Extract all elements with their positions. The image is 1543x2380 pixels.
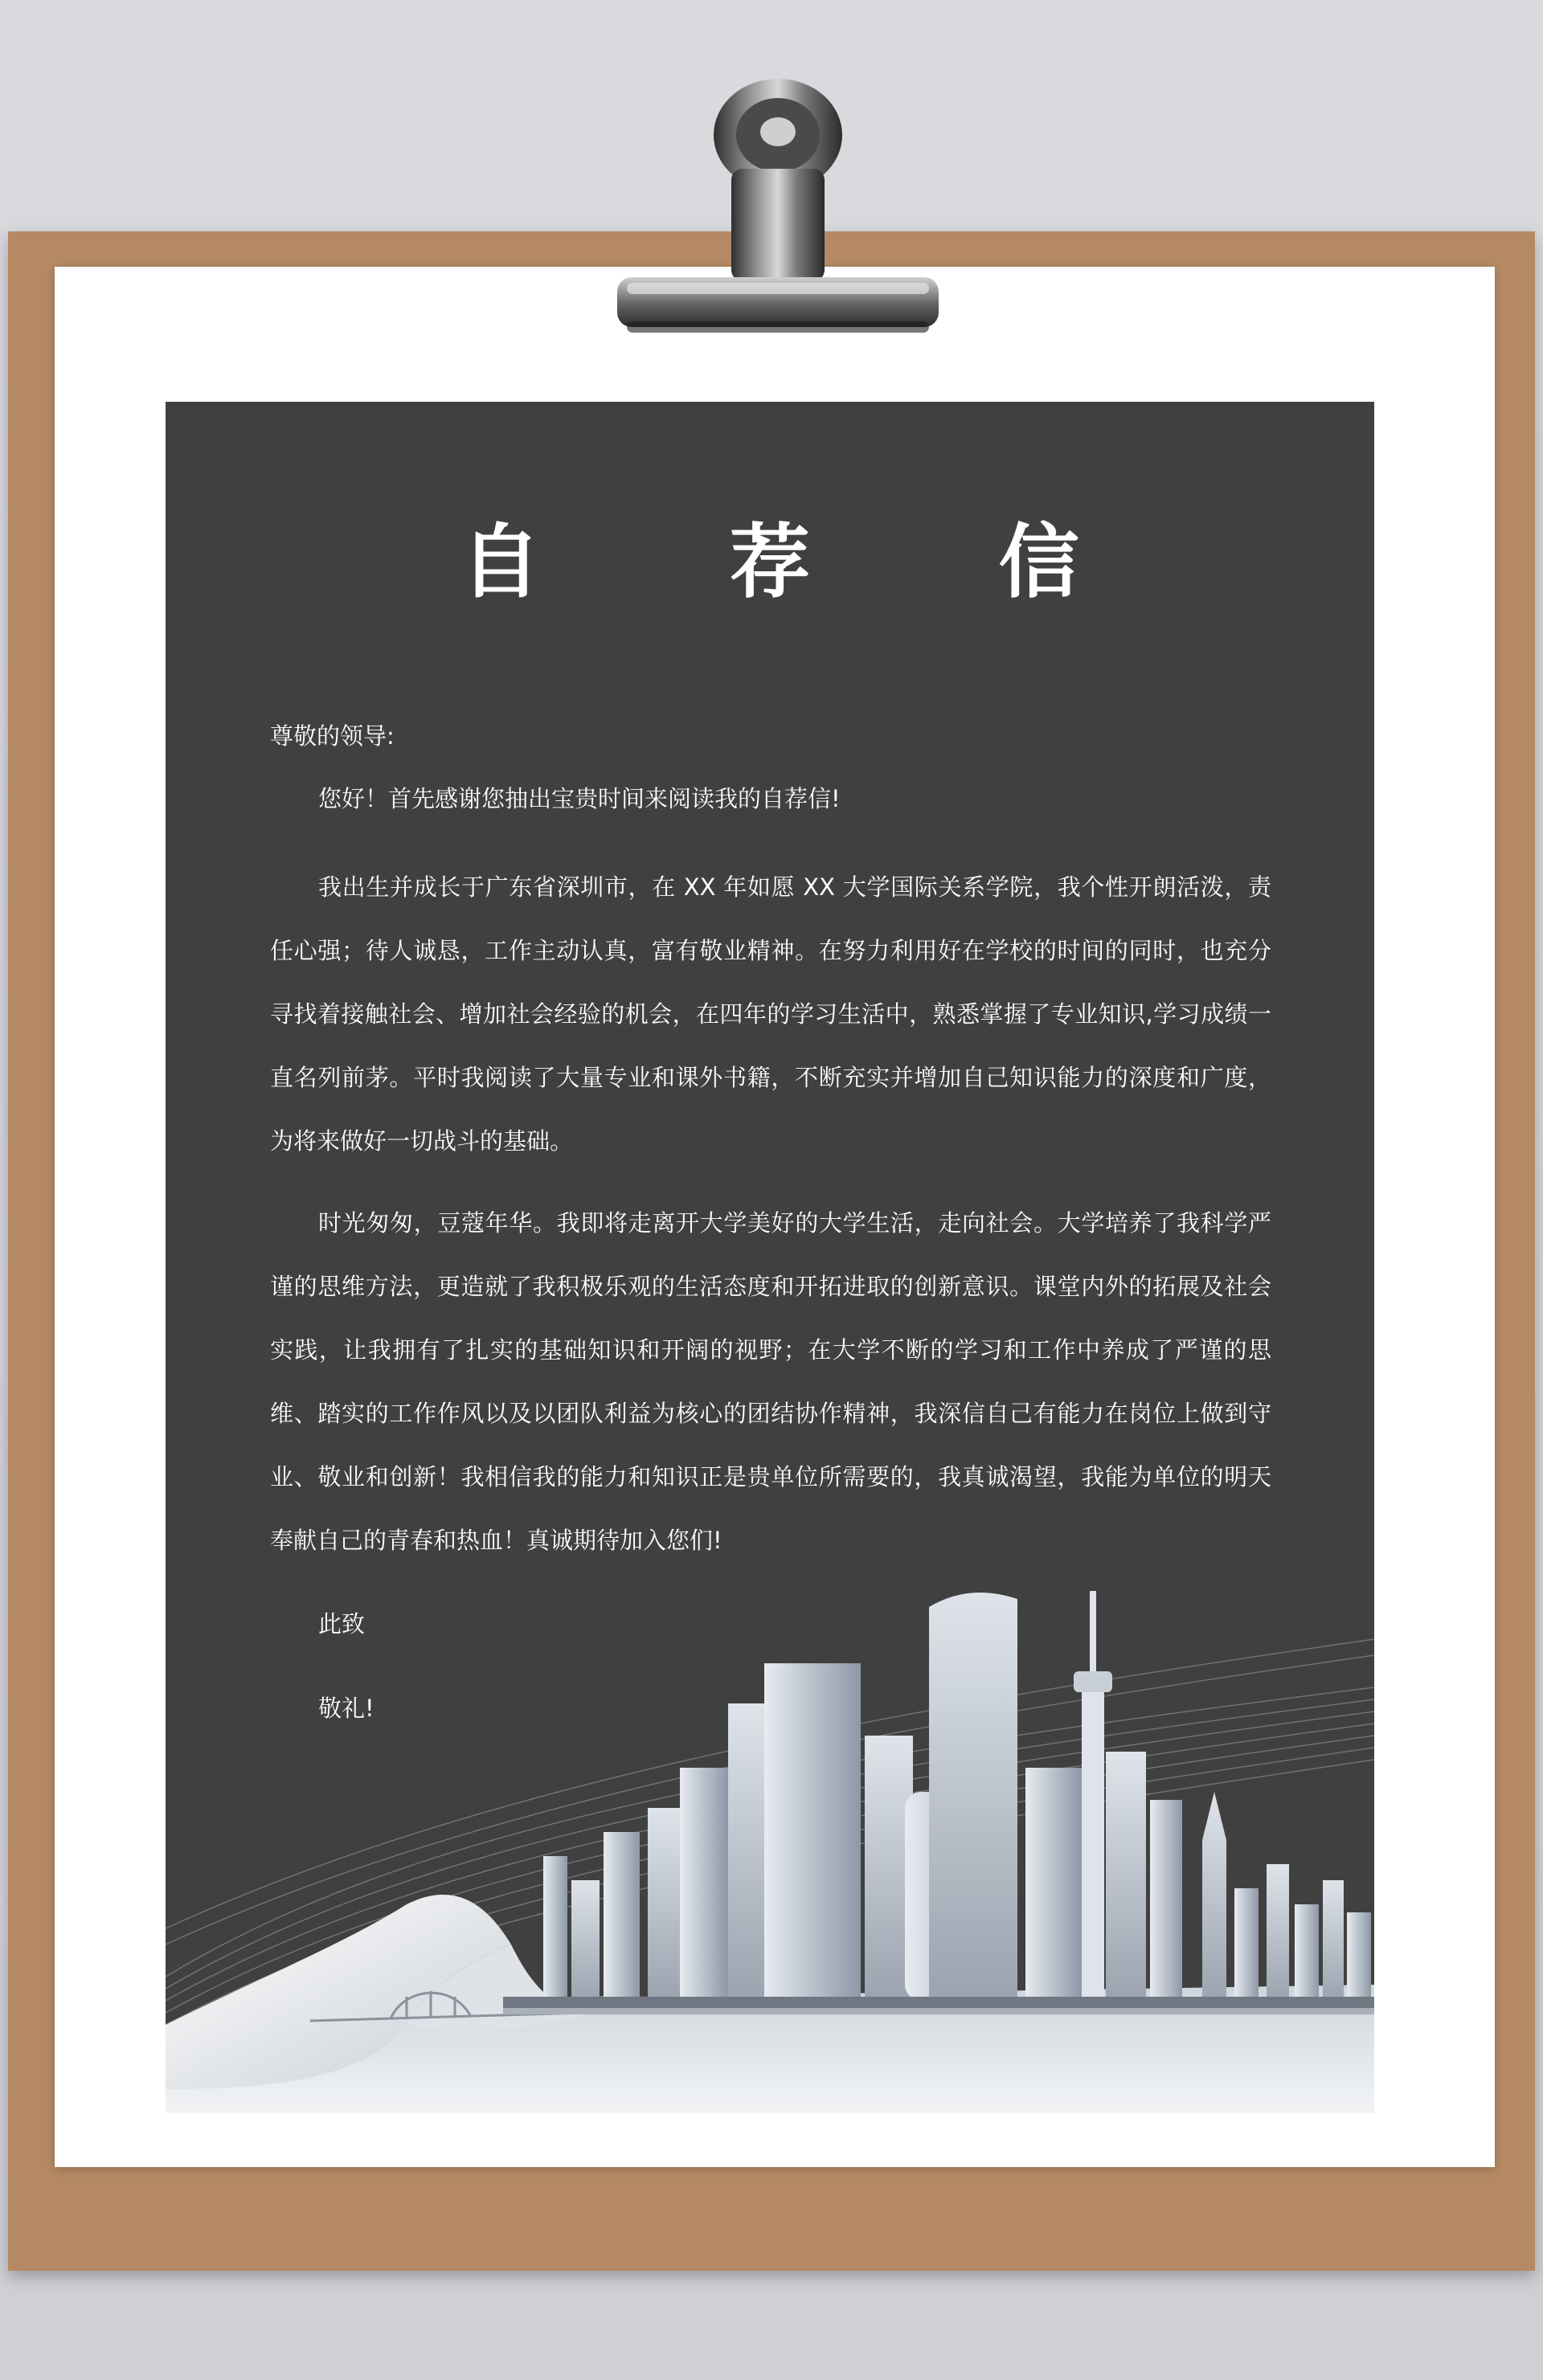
- letter-panel: [166, 402, 1374, 2113]
- binder-clip-icon: [611, 48, 948, 354]
- paragraph-background: 我出生并成长于广东省深圳市，在 XX 年如愿 XX 大学国际关系学院，我个性开朗活泼，责任心强；待人诚恳，工作主动认真，富有敬业精神。在努力利用好在学校的时间的同时，也充分寻找着接触社会、增加社会经验的机会，在四年的学习生活中，熟悉掌握了专业知识,学习成绩一直名列前茅。平时我阅读了大量专业和课外书籍，不断充实并增加自己知识能力的深度和广度，为将来做好一切战斗的基础。: [270, 873, 1271, 1155]
- paragraph-aspiration: 时光匆匆，豆蔻年华。我即将走离开大学美好的大学生活，走向社会。大学培养了我科学严谨的思维方法，更造就了我积极乐观的生活态度和开拓进取的创新意识。课堂内外的拓展及社会实践，让我拥有了扎实的基础知识和开阔的视野；在大学不断的学习和工作中养成了严谨的思维、踏实的工作作风以及以团队利益为核心的团结协作精神，我深信自己有能力在岗位上做到守业、敬业和创新！我相信我的能力和知识正是贵单位所需要的，我真诚渴望，我能为单位的明天奉献自己的青春和热血！真诚期待加入您们!: [270, 1209, 1271, 1554]
- city-skyline-illustration: [166, 1527, 1374, 2113]
- paragraph-greeting: 您好！首先感谢您抽出宝贵时间来阅读我的自荐信!: [318, 785, 841, 812]
- salutation: 尊敬的领导:: [270, 722, 395, 750]
- letter-title: 自 荐 信: [460, 515, 1160, 609]
- closing-line-2: 敬礼!: [318, 1695, 374, 1722]
- closing-line-1: 此致: [318, 1610, 366, 1638]
